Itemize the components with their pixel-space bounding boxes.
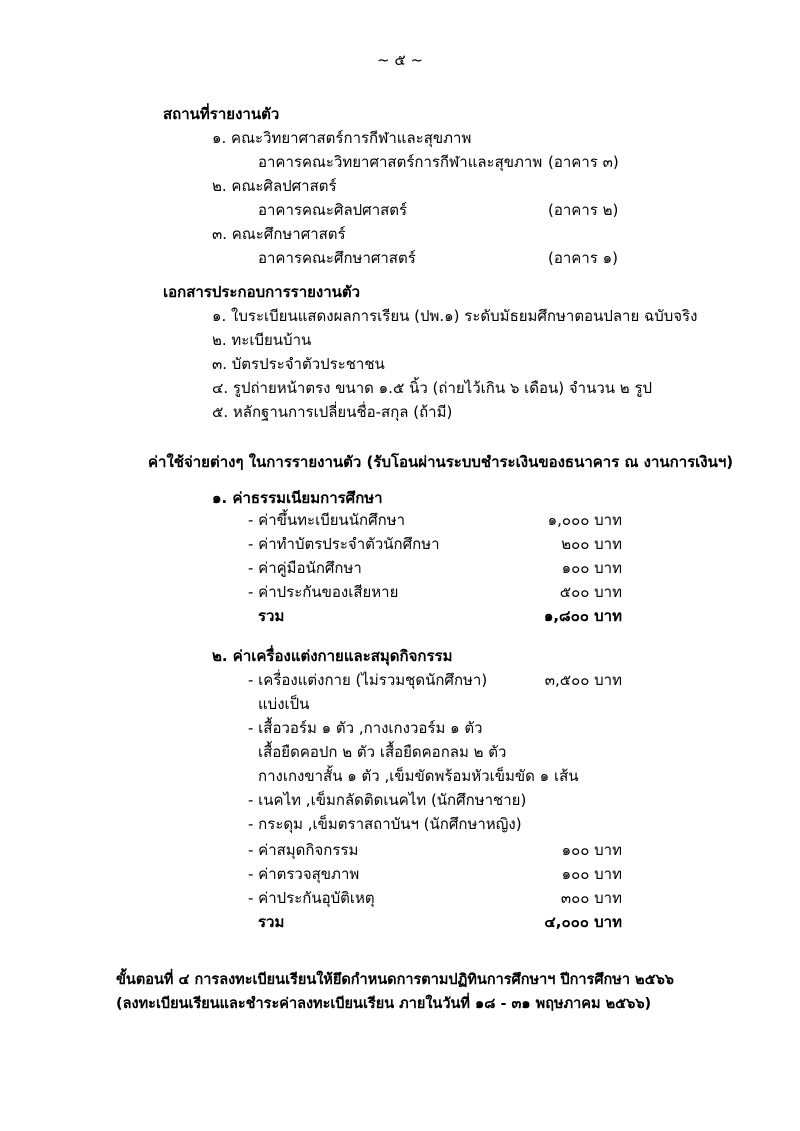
uniform-main-amount: ๓,๕๐๐ บาท xyxy=(544,671,622,689)
uniform-item-label: - ค่าตรวจสุขภาพ xyxy=(248,865,360,883)
report-location-heading: สถานที่รายงานตัว xyxy=(163,105,280,123)
uniform-divided-label: แบ่งเป็น xyxy=(258,695,310,713)
faculty-building: อาคารคณะศิลปศาสตร์ xyxy=(258,201,408,219)
uniform-line: - เนคไท ,เข็มกลัดติดเนคไท (นักศึกษาชาย) xyxy=(248,791,527,809)
uniform-item-label: - ค่าสมุดกิจกรรม xyxy=(248,841,359,859)
uniform-item-amount: ๓๐๐ บาท xyxy=(560,889,622,907)
faculty-name: ๓. คณะศึกษาศาสตร์ xyxy=(212,225,346,243)
fee-item-amount: ๕๐๐ บาท xyxy=(559,583,622,601)
step4-line2: (ลงทะเบียนเรียนและชำระค่าลงทะเบียนเรียน ภายในวันที่ ๑๘ - ๓๑ พฤษภาคม ๒๕๖๖) xyxy=(116,996,652,1012)
document-item: ๕. หลักฐานการเปลี่ยนชื่อ-สกุล (ถ้ามี) xyxy=(212,403,453,421)
uniform-item-amount: ๑๐๐ บาท xyxy=(561,841,622,859)
expenses-heading: ค่าใช้จ่ายต่างๆ ในการรายงานตัว (รับโอนผ่านระบบชำระเงินของธนาคาร ณ งานการเงินฯ) xyxy=(148,453,734,471)
document-item: ๑. ใบระเบียนแสดงผลการเรียน (ปพ.๑) ระดับมัธยมศึกษาตอนปลาย ฉบับจริง xyxy=(212,307,698,325)
fees-title: ๑. ค่าธรรมเนียมการศึกษา xyxy=(212,489,383,507)
uniform-total-label: รวม xyxy=(258,913,285,931)
uniform-line: - เสื้อวอร์ม ๑ ตัว ,กางเกงวอร์ม ๑ ตัว xyxy=(248,719,483,737)
fee-item-label: - ค่าประกันของเสียหาย xyxy=(248,583,399,601)
faculty-building-number: (อาคาร ๓) xyxy=(548,153,619,171)
fee-item-label: - ค่าคู่มือนักศึกษา xyxy=(248,559,362,577)
uniform-main-label: - เครื่องแต่งกาย (ไม่รวมชุดนักศึกษา) xyxy=(248,671,488,689)
fees-total-amount: ๑,๘๐๐ บาท xyxy=(543,607,622,625)
fee-item-label: - ค่าทำบัตรประจำตัวนักศึกษา xyxy=(248,535,440,553)
fee-item-label: - ค่าขึ้นทะเบียนนักศึกษา xyxy=(248,511,406,529)
fees-total-label: รวม xyxy=(258,607,285,625)
faculty-building-number: (อาคาร ๑) xyxy=(548,249,618,267)
fee-item-amount: ๑,๐๐๐ บาท xyxy=(547,511,622,529)
faculty-name: ๑. คณะวิทยาศาสตร์การกีฬาและสุขภาพ xyxy=(212,129,472,147)
uniform-total-amount: ๔,๐๐๐ บาท xyxy=(544,913,622,931)
document-item: ๒. ทะเบียนบ้าน xyxy=(212,331,312,349)
step4-line1: ขั้นตอนที่ ๔ การลงทะเบียนเรียนให้ยึดกำหนดการตามปฏิทินการศึกษาฯ ปีการศึกษา ๒๕๖๖ xyxy=(116,972,674,988)
uniform-line: กางเกงขาสั้น ๑ ตัว ,เข็มขัดพร้อมหัวเข็มขัด ๑ เส้น xyxy=(258,767,579,785)
document-item: ๓. บัตรประจำตัวประชาชน xyxy=(212,355,385,373)
faculty-building: อาคารคณะวิทยาศาสตร์การกีฬาและสุขภาพ xyxy=(258,153,543,171)
faculty-name: ๒. คณะศิลปศาสตร์ xyxy=(212,177,337,195)
uniform-title: ๒. ค่าเครื่องแต่งกายและสมุดกิจกรรม xyxy=(212,647,453,665)
fee-item-amount: ๑๐๐ บาท xyxy=(561,559,622,577)
document-item: ๔. รูปถ่ายหน้าตรง ขนาด ๑.๕ นิ้ว (ถ่ายไว้เกิน ๖ เดือน) จำนวน ๒ รูป xyxy=(212,379,653,397)
documents-heading: เอกสารประกอบการรายงานตัว xyxy=(163,283,361,301)
uniform-line: เสื้อยืดคอปก ๒ ตัว เสื้อยืดคอกลม ๒ ตัว xyxy=(258,743,507,761)
faculty-building: อาคารคณะศึกษาศาสตร์ xyxy=(258,249,416,267)
uniform-item-label: - ค่าประกันอุบัติเหตุ xyxy=(248,889,375,907)
fee-item-amount: ๒๐๐ บาท xyxy=(561,535,622,553)
uniform-line: - กระดุม ,เข็มตราสถาบันฯ (นักศึกษาหญิง) xyxy=(248,815,522,833)
faculty-building-number: (อาคาร ๒) xyxy=(548,201,619,219)
page-number: ~ ๕ ~ xyxy=(376,51,424,69)
uniform-item-amount: ๑๐๐ บาท xyxy=(561,865,622,883)
